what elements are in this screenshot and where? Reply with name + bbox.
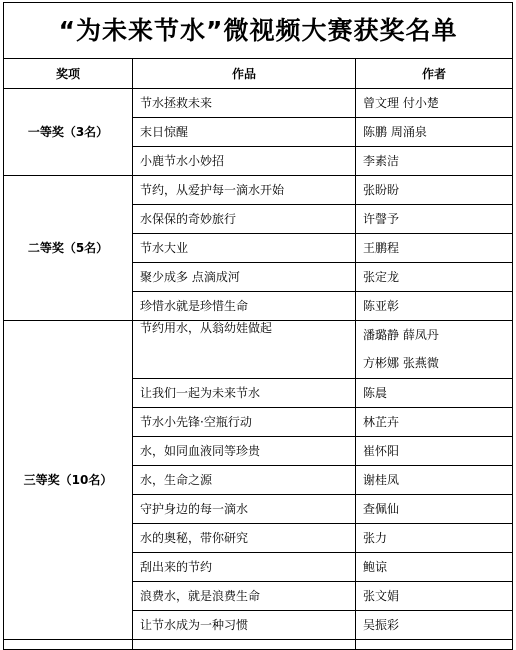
continuation-row [4,640,513,650]
empty-cell [4,640,133,650]
work-title-cell: 让我们一起为未来节水 [133,379,356,408]
author-column-header: 作者 [356,59,513,89]
author-cell: 谢桂凤 [356,466,513,495]
author-cell: 张力 [356,524,513,553]
author-cell: 张定龙 [356,263,513,292]
author-cell: 查佩仙 [356,495,513,524]
award-table [3,2,513,650]
author-cell: 林芷卉 [356,408,513,437]
prize-level-cell: 一等奖（3名） [4,89,133,176]
author-name-line: 潘璐静 薛凤丹 [363,328,439,342]
work-title-cell: 浪费水，就是浪费生命 [133,582,356,611]
page-title: “为未来节水”微视频大赛获奖名单 [4,3,513,59]
prize-level-cell: 二等奖（5名） [4,176,133,321]
work-title-cell: 守护身边的每一滴水 [133,495,356,524]
author-cell: 曾文理 付小楚 [356,89,513,118]
table-row [4,321,513,379]
work-title-cell: 让节水成为一种习惯 [133,611,356,640]
work-title-cell: 节水拯救未来 [133,89,356,118]
author-cell: 李素洁 [356,147,513,176]
work-title-cell: 节水小先锋·空瓶行动 [133,408,356,437]
work-title-cell: 末日惊醒 [133,118,356,147]
work-title-cell: 节水大业 [133,234,356,263]
table-row [4,176,513,205]
author-cell: 吴振彩 [356,611,513,640]
author-cell: 崔怀阳 [356,437,513,466]
work-title-cell: 节约用水，从翁幼娃做起 [133,321,356,379]
author-cell: 陈鹏 周涌泉 [356,118,513,147]
work-title-cell: 水，如同血液同等珍贵 [133,437,356,466]
author-name-line: 方彬娜 张燕微 [363,356,439,370]
work-title-cell: 水保保的奇妙旅行 [133,205,356,234]
work-title-cell: 聚少成多 点滴成河 [133,263,356,292]
empty-cell [133,640,356,650]
author-cell: 王鹏程 [356,234,513,263]
work-title-cell: 水的奥秘，带你研究 [133,524,356,553]
header-row [4,59,513,89]
author-cell: 鲍谅 [356,553,513,582]
author-cell: 张盼盼 [356,176,513,205]
work-title-cell: 珍惜水就是珍惜生命 [133,292,356,321]
work-column-header: 作品 [133,59,356,89]
prize-column-header: 奖项 [4,59,133,89]
prize-level-cell: 三等奖（10名） [4,321,133,640]
work-title-cell: 节约，从爱护每一滴水开始 [133,176,356,205]
author-cell [356,321,513,379]
author-cell: 张文娟 [356,582,513,611]
author-cell: 许謦予 [356,205,513,234]
author-cell: 陈晨 [356,379,513,408]
work-title-cell: 刮出来的节约 [133,553,356,582]
empty-cell [356,640,513,650]
work-title-cell: 小鹿节水小妙招 [133,147,356,176]
work-title-cell: 水，生命之源 [133,466,356,495]
author-cell: 陈亚彰 [356,292,513,321]
title-row [4,3,513,59]
table-row [4,89,513,118]
